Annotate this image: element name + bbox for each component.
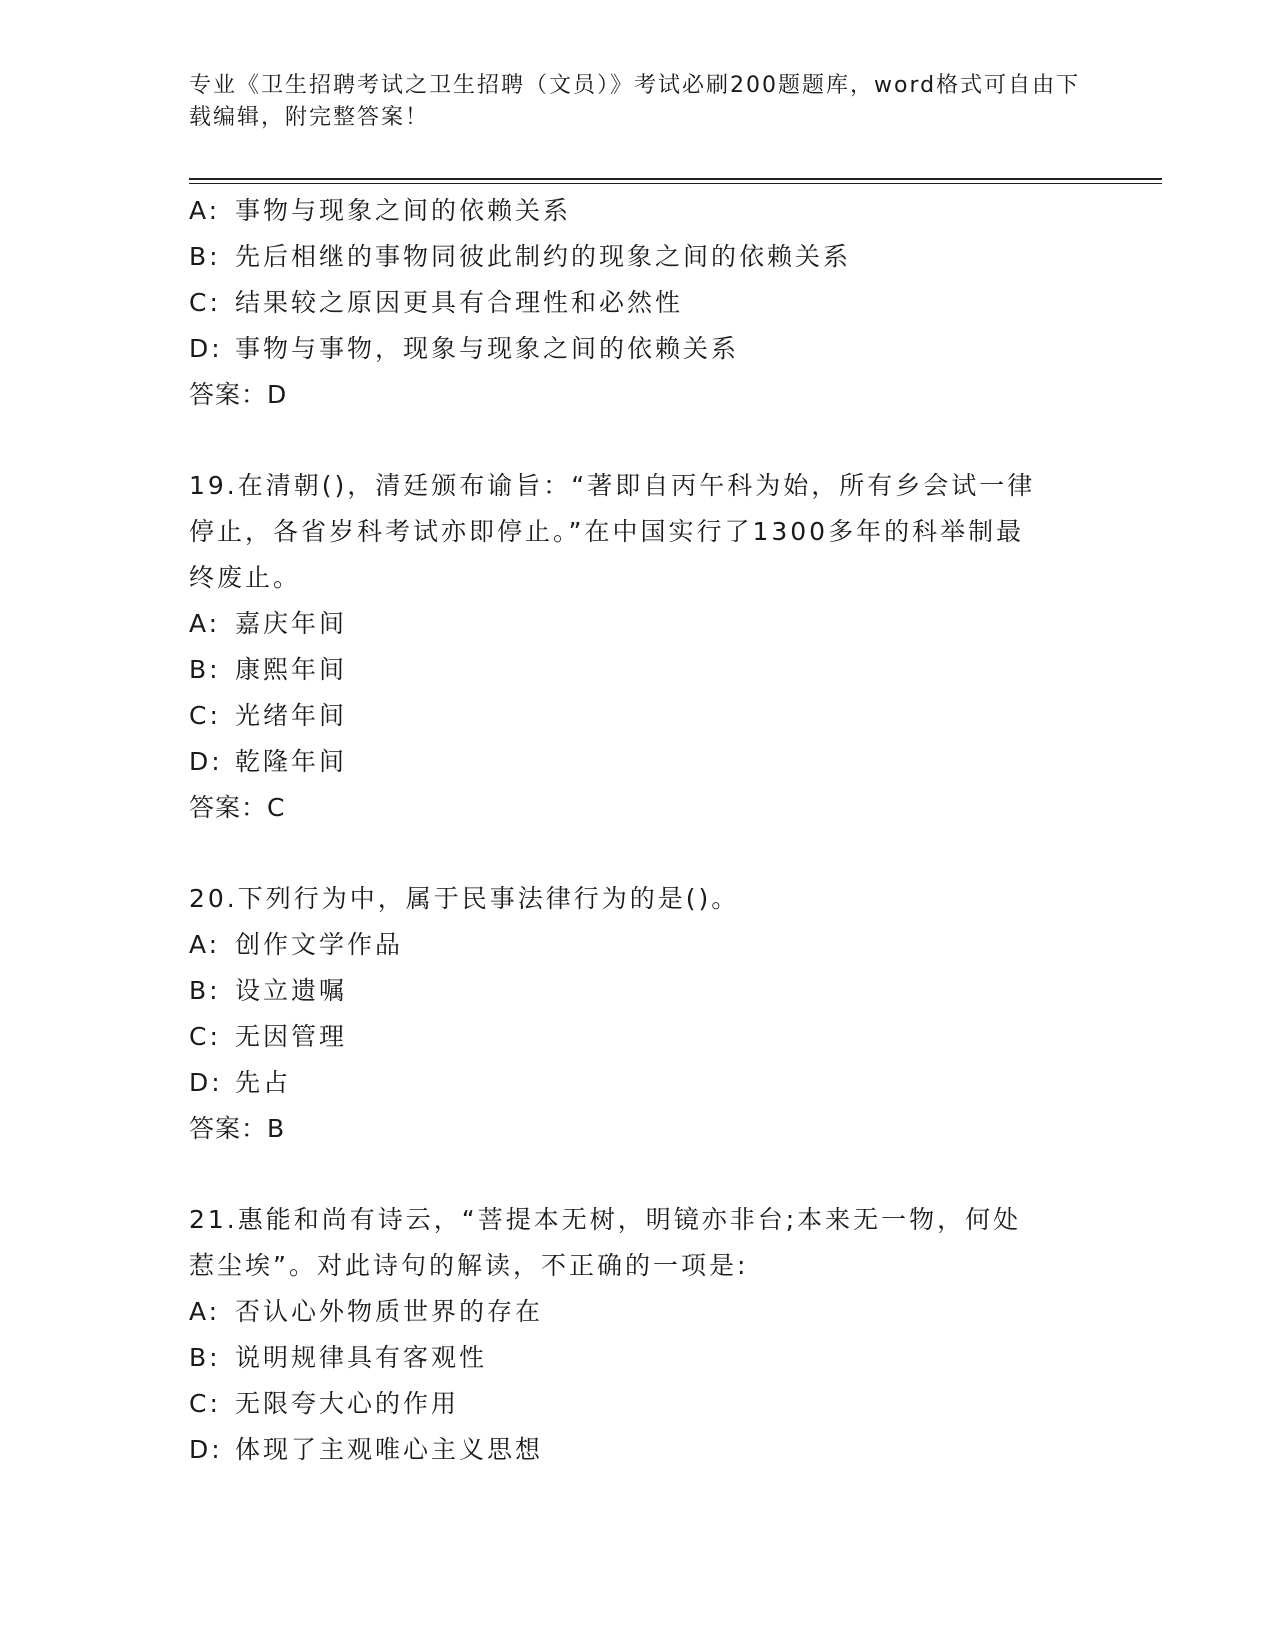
option-key: C: [189,288,221,317]
spacer [189,831,1089,876]
option-text: 结果较之原因更具有合理性和必然性 [235,288,684,317]
option-c [189,1014,1089,1060]
option-text: 康熙年间 [235,655,348,684]
question-21-block [189,1197,1089,1473]
option-text: 创作文学作品 [235,930,404,959]
question-stem-line: 终废止。 [189,563,302,592]
question-stem-line: 21.惠能和尚有诗云，“菩提本无树，明镜亦非台;本来无一物，何处 [189,1205,1022,1234]
option-b [189,968,1089,1014]
option-text: 无因管理 [235,1022,348,1051]
answer-label: 答案：D [189,380,288,409]
question-stem-line: 惹尘埃”。对此诗句的解读，不正确的一项是: [189,1251,749,1280]
option-key: A: [189,196,221,225]
option-a [189,188,1089,234]
option-a [189,922,1089,968]
option-text: 光绪年间 [235,701,348,730]
option-key: D: [189,334,223,363]
question-content [189,188,1089,1473]
option-d [189,1427,1089,1473]
option-key: B: [189,655,221,684]
spacer [189,418,1089,463]
option-key: C: [189,701,221,730]
question-stem-line: 停止，各省岁科考试亦即停止。”在中国实行了1300多年的科举制最 [189,517,1025,546]
answer-label: 答案：B [189,1114,286,1143]
option-b [189,234,1089,280]
question-stem-line: 20.下列行为中，属于民事法律行为的是()。 [189,884,740,913]
answer-label: 答案：C [189,793,286,822]
option-text: 说明规律具有客观性 [235,1343,488,1372]
option-c [189,280,1089,326]
option-text: 先占 [235,1068,292,1097]
option-text: 无限夸大心的作用 [235,1389,460,1418]
option-b [189,647,1089,693]
question-stem-line: 19.在清朝()，清廷颁布谕旨：“著即自丙午科为始，所有乡会试一律 [189,471,1036,500]
option-key: B: [189,976,221,1005]
option-c [189,1381,1089,1427]
option-text: 事物与事物，现象与现象之间的依赖关系 [235,334,740,363]
option-d [189,1060,1089,1106]
option-text: 体现了主观唯心主义思想 [235,1435,544,1464]
header-divider-thick [189,178,1162,180]
header-divider-thin [189,183,1162,184]
option-text: 乾隆年间 [235,747,348,776]
option-text: 先后相继的事物同彼此制约的现象之间的依赖关系 [235,242,852,271]
option-a [189,601,1089,647]
document-header [189,70,1089,134]
option-key: A: [189,1297,221,1326]
option-a [189,1289,1089,1335]
option-key: C: [189,1389,221,1418]
option-key: A: [189,930,221,959]
question-20-block [189,876,1089,1152]
option-text: 设立遗嘱 [235,976,348,1005]
option-text: 嘉庆年间 [235,609,348,638]
header-title: 专业《卫生招聘考试之卫生招聘（文员）》考试必刷200题题库，word格式可自由下载编辑，附完整答案！ [189,73,1081,130]
option-key: B: [189,242,221,271]
option-d [189,739,1089,785]
option-key: B: [189,1343,221,1372]
option-text: 事物与现象之间的依赖关系 [235,196,572,225]
option-c [189,693,1089,739]
option-key: D: [189,1068,223,1097]
option-key: A: [189,609,221,638]
option-key: D: [189,1435,223,1464]
option-text: 否认心外物质世界的存在 [235,1297,544,1326]
option-key: C: [189,1022,221,1051]
question-19-block [189,463,1089,831]
option-d [189,326,1089,372]
question-18-block [189,188,1089,418]
spacer [189,1152,1089,1197]
option-b [189,1335,1089,1381]
option-key: D: [189,747,223,776]
